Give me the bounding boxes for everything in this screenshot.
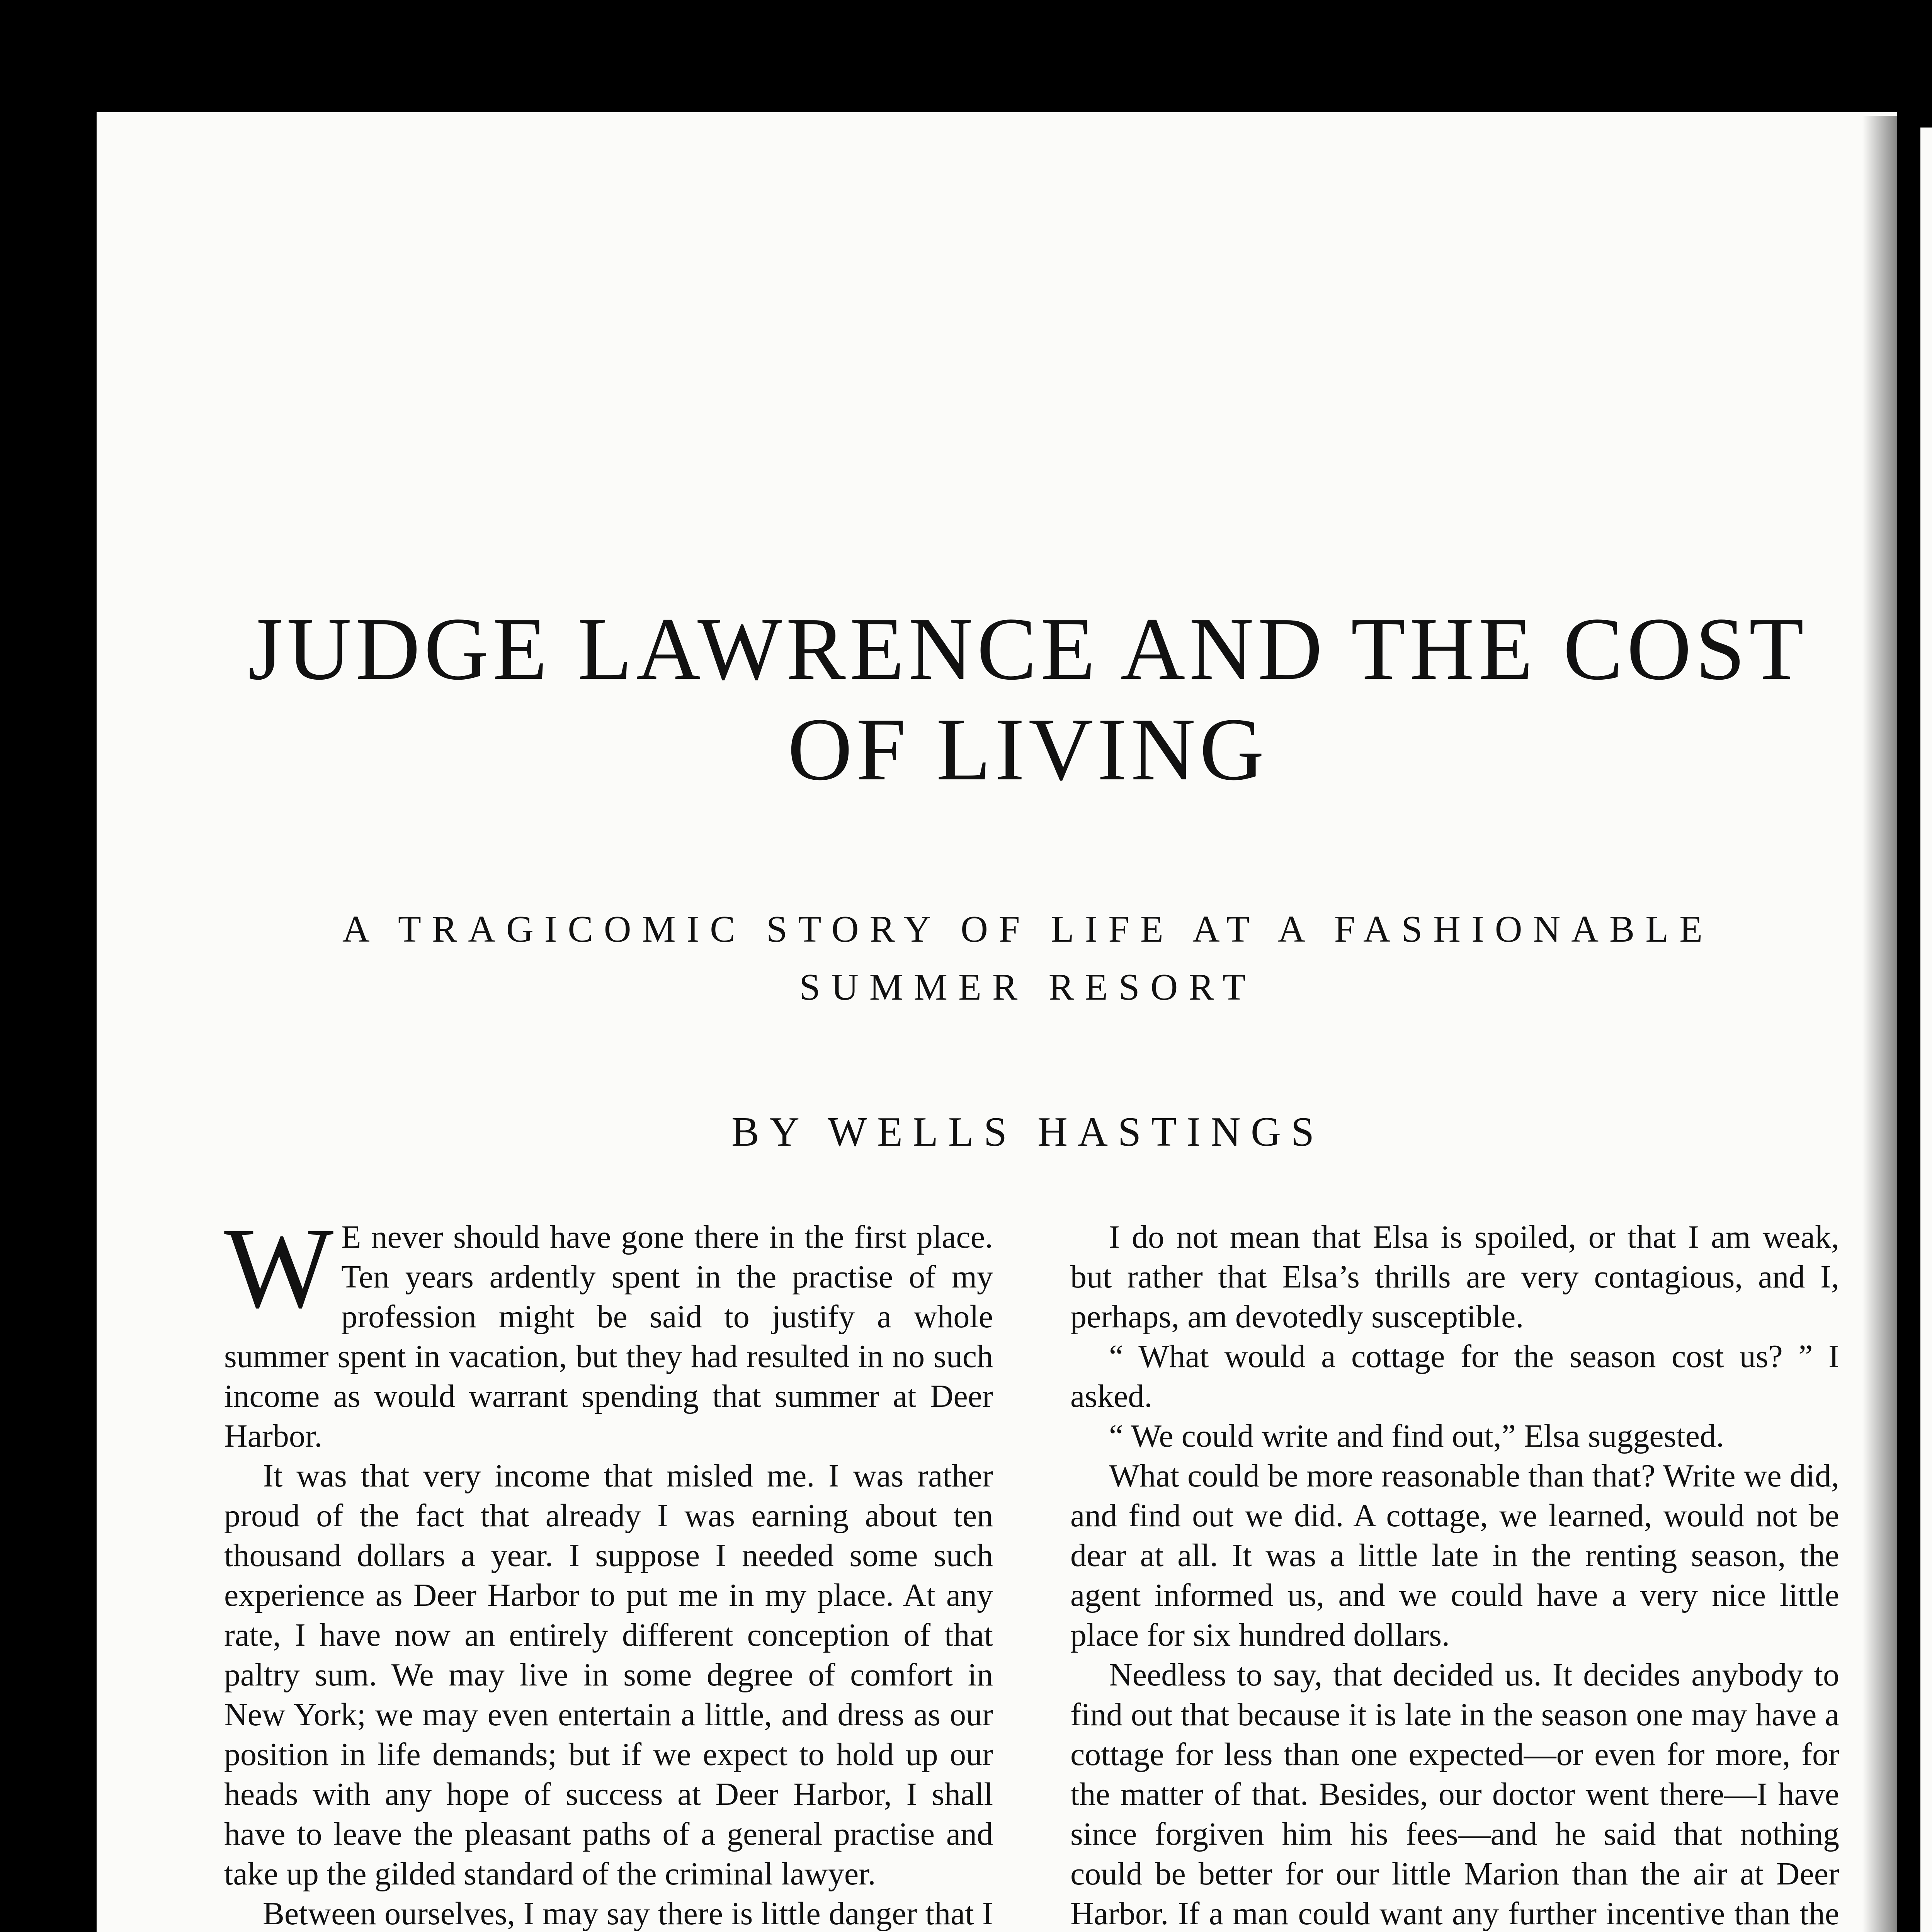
paragraph: I do not mean that Elsa is spoiled, or that I am weak, but rather that Elsa’s thrills are very contagious, and I, perhaps, am devotedly susceptible. (1070, 1219, 1839, 1335)
article-header (228, 599, 1828, 1159)
paragraph: “ What would a cottage for the season cost us? ” I asked. (1070, 1338, 1839, 1414)
article-byline: BY WELLS HASTINGS (731, 1109, 1325, 1155)
paragraph: “ We could write and find out,” Elsa suggested. (1109, 1418, 1724, 1454)
article-title: JUDGE LAWRENCE AND THE COST OF LIVING (248, 599, 1808, 799)
magazine-page (97, 112, 1897, 1932)
paragraph: Needless to say, that decided us. It decides anybody to find out that because it is late in the season one may have a cottage for less than one expected—or even for more, for the matter of that. Besides, our doctor went there—I have since forgiven him his fees—and he said that nothing could be better for our little Marion than the air at Deer Harbor. If a man could want any further incentive than the (1070, 1657, 1839, 1932)
paragraph: W E never should have gone there in the first place. Ten years ardently spent in the practise of my profession might be said to justify a whole summer spent in vacation, but they had resulted in no such income as would warrant spending that summer at Deer Harbor. (224, 1204, 993, 1454)
drop-cap: W (224, 1204, 334, 1332)
left-column (224, 1204, 993, 1932)
right-column (1070, 1217, 1839, 1932)
paragraph: It was that very income that misled me. I was rather proud of the fact that already I was earning about ten thousand dollars a year. I suppose I needed some such experience as Deer Harbor to put me in my place. At any rate, I have now an entirely different conception of that paltry sum. We may live in some degree of comfort in New York; we may even entertain a little, and dress as our position in life demands; but if we expect to hold up our heads with any hope of success at Deer Harbor, I shall have to leave the pleasant paths of a general practise and take up the gilded standard of the criminal lawyer. (224, 1458, 993, 1892)
article-subtitle: A TRAGICOMIC STORY OF LIFE AT A FASHIONABLE SUMMER RESORT (342, 908, 1714, 1008)
article-body (224, 1204, 1839, 1932)
gutter-shadow (1862, 116, 1920, 1932)
paragraph: What could be more reasonable than that? Write we did, and find out we did. A cottage, we learned, would not be dear at all. It was a little late in the renting season, the agent informed us, and we could have a very nice little place for six hundred dollars. (1070, 1458, 1839, 1653)
facing-page-edge (1920, 128, 1932, 1932)
paragraph: Between ourselves, I may say there is little danger that I (263, 1896, 993, 1932)
